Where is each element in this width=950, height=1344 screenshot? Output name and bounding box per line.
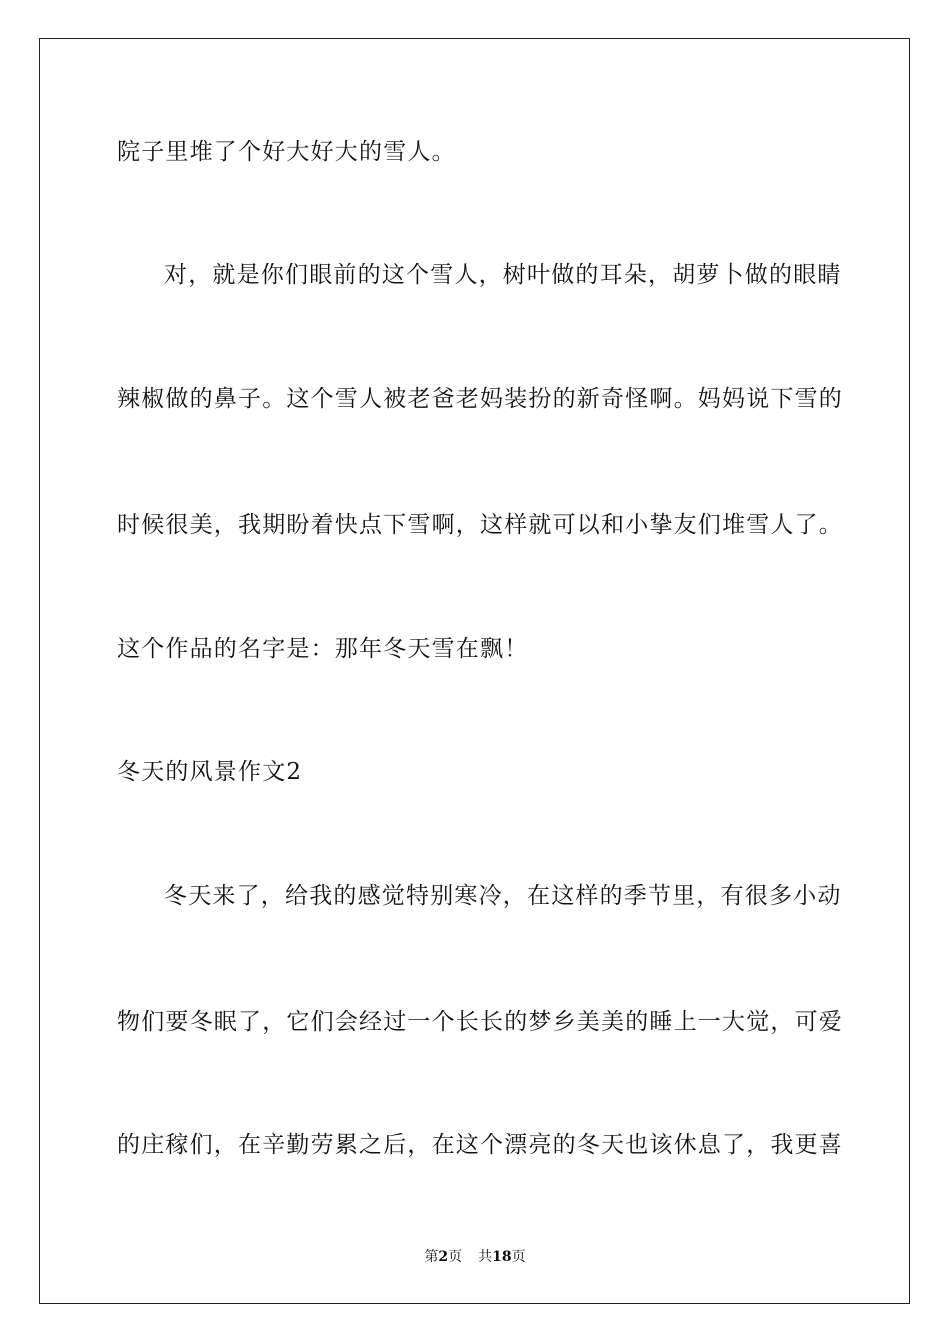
total-pages: 18 — [492, 1249, 512, 1265]
page-prefix: 第 — [424, 1249, 439, 1265]
section-heading: 冬天的风景作文2 — [117, 759, 303, 785]
page-suffix: 页 — [448, 1249, 463, 1265]
page-number: 2 — [438, 1249, 449, 1265]
paragraph-line: 院子里堆了个好大好大的雪人。 — [117, 139, 456, 165]
paragraph-line: 冬天来了，给我的感觉特别寒冷，在这样的季节里，有很多小动 — [164, 883, 842, 909]
paragraph-line: 时候很美，我期盼着快点下雪啊，这样就可以和小挚友们堆雪人了。 — [117, 512, 843, 538]
paragraph-line: 物们要冬眠了，它们会经过一个长长的梦乡美美的睡上一大觉，可爱 — [117, 1009, 843, 1035]
paragraph-line: 对，就是你们眼前的这个雪人，树叶做的耳朵，胡萝卜做的眼睛 — [164, 262, 842, 288]
page-footer — [0, 1248, 950, 1266]
paragraph-line: 辣椒做的鼻子。这个雪人被老爸老妈装扮的新奇怪啊。妈妈说下雪的 — [117, 386, 843, 412]
total-suffix: 页 — [511, 1249, 526, 1265]
total-prefix: 共 — [478, 1249, 493, 1265]
paragraph-line: 这个作品的名字是：那年冬天雪在飘！ — [117, 636, 529, 662]
page-border — [39, 38, 910, 1304]
paragraph-line: 的庄稼们，在辛勤劳累之后，在这个漂亮的冬天也该休息了，我更喜 — [117, 1132, 843, 1158]
